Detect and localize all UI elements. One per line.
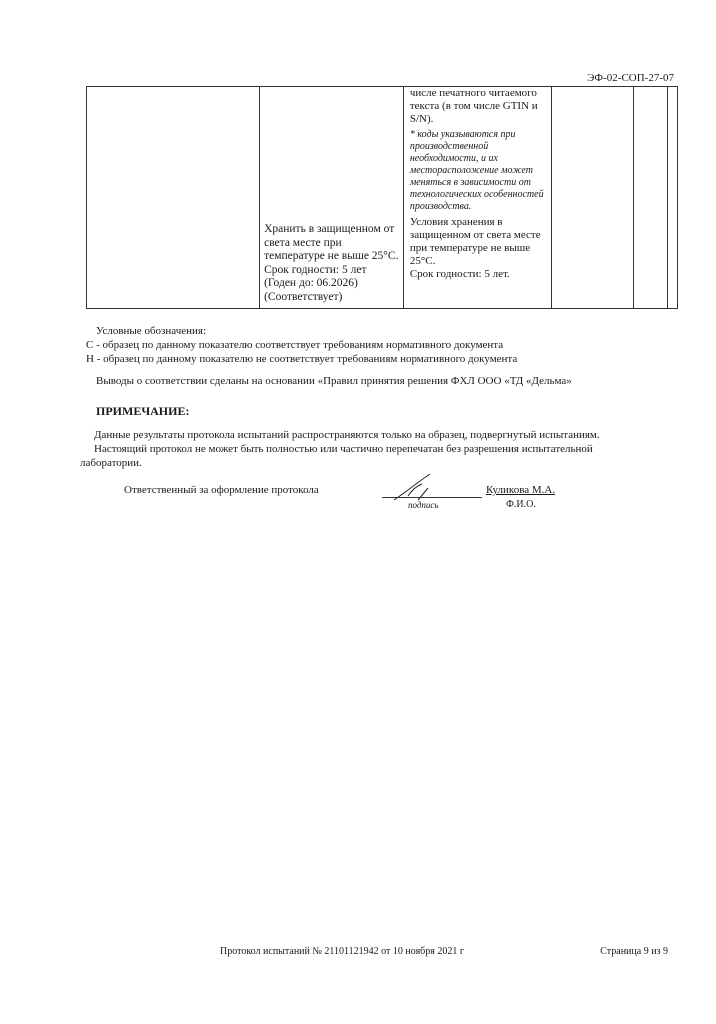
legend-c: С - образец по данному показателю соответствует требованиям нормативного документа	[86, 339, 504, 351]
basis-text: Выводы о соответствии сделаны на основании «Правил принятия решения ФХЛ ООО «ТД «Дельма»	[96, 375, 572, 387]
expiry-text: (Годен до: 06.2026)	[264, 277, 358, 289]
conformity-text: (Соответствует)	[264, 290, 343, 303]
legend	[86, 324, 517, 366]
legend-title: Условные обозначения:	[96, 325, 207, 337]
signature-line	[382, 497, 482, 498]
responsible-name: Куликова М.А.	[486, 484, 556, 496]
table-row	[87, 87, 678, 309]
name-caption: Ф.И.О.	[506, 499, 536, 510]
signature-caption: подпись	[408, 500, 439, 510]
responsible-label: Ответственный за оформление протокола	[124, 484, 319, 496]
document-code: ЭФ-02-СОП-27-07	[587, 72, 674, 84]
shelf-life-requirement: Срок годности: 5 лет.	[409, 268, 510, 280]
empty-cell	[87, 87, 260, 309]
codes-note: * коды указываются при производственной необходимости, и их месторасположение может меняться в зависимости от технологических особенностей производства.	[409, 129, 544, 212]
empty-cell	[552, 87, 634, 309]
legend-n: Н - образец по данному показателю не соответствует требованиям нормативного документа	[86, 353, 518, 365]
note-line: Настоящий протокол не может быть полностью или частично перепечатан без разрешения испытательной лаборатории.	[80, 443, 593, 469]
empty-cell	[667, 87, 678, 309]
note-line: Данные результаты протокола испытаний распространяются только на образец, подвергнутый испытаниям.	[94, 429, 600, 441]
shelf-life-text: Срок годности: 5 лет	[264, 263, 367, 276]
note-title: ПРИМЕЧАНИЕ:	[96, 404, 190, 418]
requirement-cell	[403, 87, 551, 309]
footer-protocol: Протокол испытаний № 21101121942 от 10 ноября 2021 г	[220, 946, 464, 957]
storage-cell	[260, 87, 404, 309]
storage-requirement: Условия хранения в защищенном от света месте при температуре не выше 25°С.	[409, 216, 541, 267]
spec-table	[86, 86, 678, 309]
note-body	[80, 428, 640, 470]
empty-cell	[634, 87, 667, 309]
storage-text: Хранить в защищенном от света месте при температуре не выше 25°С.	[264, 223, 399, 262]
print-text: числе печатного читаемого текста (в том числе GTIN и S/N).	[409, 87, 538, 125]
footer-page: Страница 9 из 9	[600, 946, 668, 957]
